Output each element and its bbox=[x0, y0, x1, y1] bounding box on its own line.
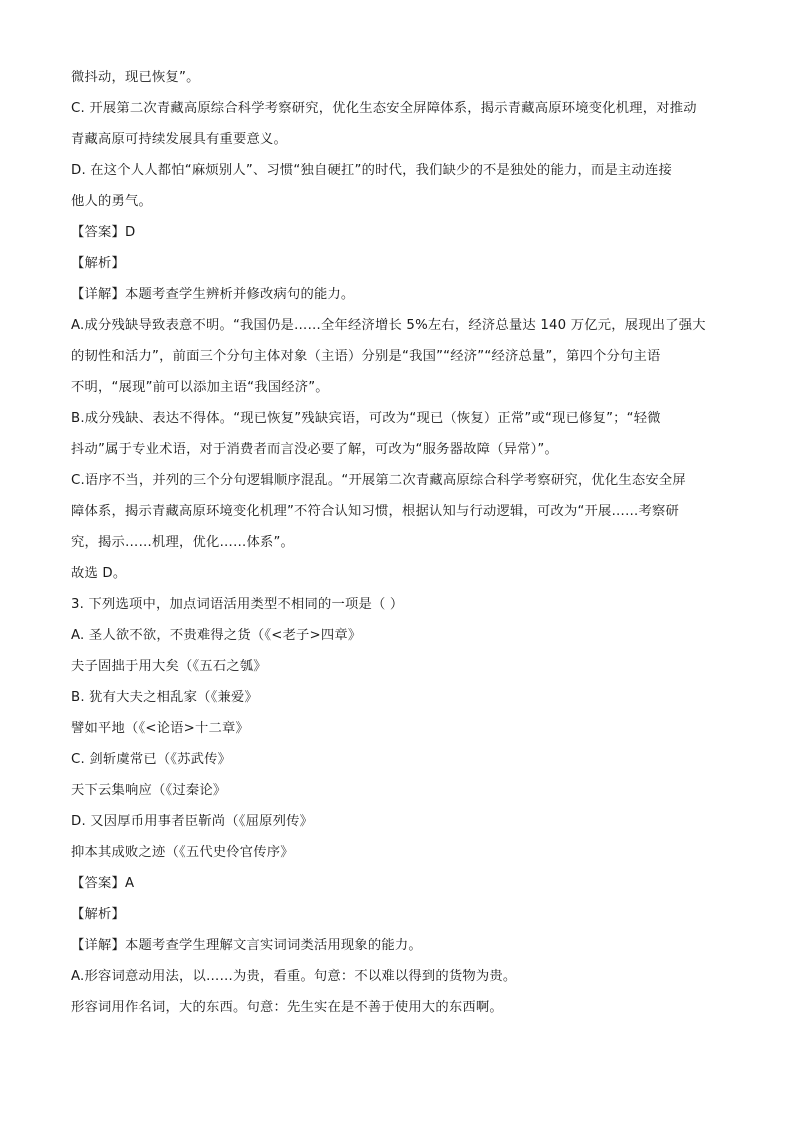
text-line: 抑本其成败之迹（《五代史伶官传序》 bbox=[71, 845, 294, 860]
text-line: C.语序不当，并列的三个分句逻辑顺序混乱。“开展第二次青藏高原综合科学考察研究，优化生态安全屏 bbox=[71, 473, 686, 488]
text-line: A.形容词意动用法，以……为贵，看重。句意：不以难以得到的货物为贵。 bbox=[71, 969, 517, 984]
text-line: 微抖动，现已恢复”。 bbox=[71, 70, 200, 85]
text-line: 譬如平地（《<论语>十二章》 bbox=[71, 721, 249, 736]
option-d-line: D. 又因厚币用事者臣靳尚（《屈原列传》 bbox=[71, 814, 314, 829]
text-line: A.成分残缺导致表意不明。“我国仍是……全年经济增长 5%左右，经济总量达 140 万亿元，展现出了强大 bbox=[71, 318, 706, 333]
option-c-line: C. 开展第二次青藏高原综合科学考察研究，优化生态安全屏障体系，揭示青藏高原环境变化机理，对推动 bbox=[71, 101, 697, 116]
text-line: 的韧性和活力”，前面三个分句主体对象（主语）分别是“我国”“经济”“经济总量”，第四个分句主语 bbox=[71, 349, 661, 364]
text-line: 究，揭示……机理，优化……体系”。 bbox=[71, 535, 295, 550]
text-line: 故选 D。 bbox=[71, 566, 127, 581]
document-page bbox=[71, 62, 731, 1023]
text-line: 不明，“展现”前可以添加主语“我国经济”。 bbox=[71, 380, 329, 395]
analysis-label: 【解析】 bbox=[71, 907, 125, 922]
text-line: 他人的勇气。 bbox=[71, 194, 152, 209]
analysis-label: 【解析】 bbox=[71, 256, 125, 271]
option-a-line: A. 圣人欲不欲，不贵难得之货（《<老子>四章》 bbox=[71, 628, 362, 643]
text-line: 障体系，揭示青藏高原环境变化机理”不符合认知习惯，根据认知与行动逻辑，可改为“开展……考察研 bbox=[71, 504, 680, 519]
option-c-line: C. 剑斩虞常已（《苏武传》 bbox=[71, 752, 232, 767]
answer-label: 【答案】D bbox=[71, 225, 136, 240]
text-line: 夫子固拙于用大矣（《五石之瓠》 bbox=[71, 659, 267, 674]
text-line: 天下云集响应（《过秦论》 bbox=[71, 783, 227, 798]
text-line: 抖动”属于专业术语，对于消费者而言没必要了解，可改为“服务器故障（异常）”。 bbox=[71, 442, 559, 457]
text-line: 青藏高原可持续发展具有重要意义。 bbox=[71, 132, 287, 147]
question-3-stem: 3. 下列选项中，加点词语活用类型不相同的一项是（ ） bbox=[71, 597, 404, 612]
answer-label: 【答案】A bbox=[71, 876, 135, 891]
option-b-line: B. 犹有大夫之相乱家（《兼爱》 bbox=[71, 690, 258, 705]
text-line: 形容词用作名词，大的东西。句意：先生实在是不善于使用大的东西啊。 bbox=[71, 1000, 503, 1015]
detail-explanation: 【详解】本题考查学生辨析并修改病句的能力。 bbox=[71, 287, 355, 302]
text-line: B.成分残缺、表达不得体。“现已恢复”残缺宾语，可改为“现已（恢复）正常”或“现已修复”；“轻微 bbox=[71, 411, 661, 426]
detail-explanation: 【详解】本题考查学生理解文言实词词类活用现象的能力。 bbox=[71, 938, 422, 953]
option-d-line: D. 在这个人人都怕“麻烦别人”、习惯“独自硬扛”的时代，我们缺少的不是独处的能力，而是主动连接 bbox=[71, 163, 673, 178]
